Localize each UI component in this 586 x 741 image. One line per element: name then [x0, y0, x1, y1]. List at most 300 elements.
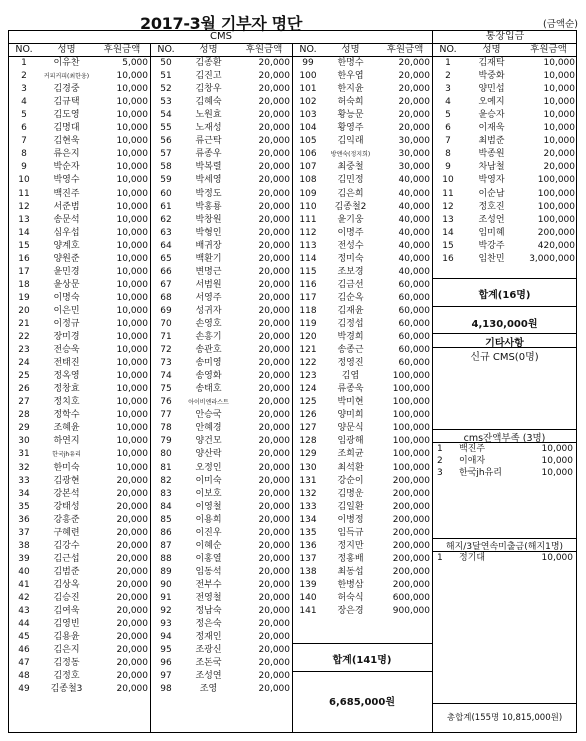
table-row	[293, 422, 432, 435]
cell-name: 조광신	[195, 645, 222, 656]
cell-amount: 100,000	[392, 423, 430, 434]
cell-no: 42	[18, 592, 30, 603]
cms-total-top	[292, 643, 432, 644]
cell-no: 89	[160, 566, 172, 577]
cell-no: 85	[160, 514, 172, 525]
cell-amount: 100,000	[537, 214, 575, 225]
cell-amount: 100,000	[537, 188, 575, 199]
table-row	[9, 683, 150, 696]
table-row	[151, 514, 292, 527]
cell-name: 조혜윤	[53, 423, 80, 434]
cell-amount: 10,000	[116, 201, 148, 212]
cms-col2-table	[151, 43, 292, 696]
cell-amount: 10,000	[543, 84, 575, 95]
cell-name: 윤상문	[53, 279, 80, 290]
cell-no: 79	[160, 436, 172, 447]
cell-name: 김현욱	[53, 136, 80, 147]
cell-amount: 200,000	[392, 527, 430, 538]
cell-amount: 20,000	[258, 632, 290, 643]
cell-amount: 20,000	[258, 671, 290, 682]
cell-amount: 200,000	[392, 475, 430, 486]
cell-amount: 10,000	[116, 410, 148, 421]
cell-name: 김은지	[53, 645, 80, 656]
table-row	[9, 253, 150, 266]
cell-amount: 40,000	[398, 188, 430, 199]
cell-name: 이진우	[195, 527, 222, 538]
cell-name: 류종욱	[337, 384, 364, 395]
bank-total-mid	[432, 306, 576, 307]
cell-amount: 20,000	[258, 592, 290, 603]
cell-no: 21	[18, 319, 30, 329]
table-row	[9, 188, 150, 201]
cell-no: 58	[160, 162, 172, 173]
cell-amount: 20,000	[116, 684, 148, 695]
table-row	[293, 305, 432, 318]
cell-name: 박경희	[337, 332, 364, 343]
table-row	[9, 161, 150, 174]
cell-no: 124	[299, 384, 317, 395]
cell-no: 9	[21, 162, 27, 173]
cell-amount: 40,000	[398, 253, 430, 264]
table-row	[293, 357, 432, 370]
cell-amount: 3,000,000	[529, 253, 575, 264]
cell-amount: 10,000	[116, 319, 148, 329]
cell-no: 51	[160, 71, 172, 82]
cell-name: 김광현	[53, 475, 80, 486]
cell-amount: 20,000	[258, 123, 290, 134]
cell-amount: 100,000	[392, 436, 430, 447]
cell-no: 68	[160, 292, 172, 303]
cell-amount: 20,000	[116, 645, 148, 656]
cell-amount: 20,000	[258, 58, 290, 69]
cell-name: 김승진	[53, 592, 80, 603]
table-row	[9, 344, 150, 357]
table-row	[9, 618, 150, 631]
cell-amount: 60,000	[398, 319, 430, 329]
table-row	[9, 370, 150, 383]
cell-amount: 20,000	[258, 397, 290, 408]
cell-name: 최석환	[337, 462, 364, 473]
cell-amount: 10,000	[116, 292, 148, 303]
cell-amount: 20,000	[258, 266, 290, 277]
cell-name: 정남숙	[195, 606, 222, 617]
cell-name: 허숙희	[337, 97, 364, 108]
cell-name: 정호진	[478, 201, 505, 212]
cell-name: 이병정	[337, 514, 364, 525]
cell-no: 117	[299, 292, 317, 303]
cell-no: 7	[21, 136, 27, 147]
cell-amount: 10,000	[116, 227, 148, 238]
table-row	[151, 475, 292, 488]
cell-name: 김경중	[53, 84, 80, 95]
table-row	[151, 135, 292, 148]
cell-amount: 10,000	[543, 71, 575, 82]
cell-no: 20	[18, 305, 30, 316]
cell-name: 배귀장	[195, 240, 222, 251]
table-row	[151, 266, 292, 279]
cell-name: 변명근	[195, 266, 222, 277]
table-row	[293, 514, 432, 527]
table-row	[151, 253, 292, 266]
table-row	[9, 83, 150, 96]
cell-no: 97	[160, 671, 172, 682]
cell-no: 64	[160, 240, 172, 251]
cell-no: 115	[299, 266, 317, 277]
cell-no: 83	[160, 488, 172, 499]
cell-amount: 20,000	[258, 84, 290, 95]
cell-no: 9	[445, 162, 451, 173]
cell-amount: 10,000	[116, 305, 148, 316]
cell-amount: 10,000	[543, 97, 575, 108]
unpaid-title: 해지/3달연속미출금(해지1명)	[445, 542, 564, 552]
cell-no: 27	[18, 397, 30, 408]
table-row	[293, 214, 432, 227]
cell-no: 92	[160, 606, 172, 617]
table-row	[293, 161, 432, 174]
cell-name: 한병삼	[337, 579, 364, 590]
cell-no: 10	[442, 175, 454, 186]
cell-name: 김종환	[195, 58, 222, 69]
table-row	[9, 631, 150, 644]
donor-sheet	[8, 30, 577, 733]
unpaid-list	[437, 552, 573, 564]
cell-name: 김금선	[337, 279, 364, 290]
table-row	[9, 70, 150, 83]
table-row	[9, 201, 150, 214]
cell-name: 김창우	[195, 84, 222, 95]
table-row	[151, 383, 292, 396]
cell-name: 양산락	[195, 449, 222, 460]
cell-amount: 10,000	[116, 371, 148, 382]
table-row	[151, 148, 292, 161]
cell-no: 16	[18, 253, 30, 264]
cell-amount: 60,000	[398, 358, 430, 369]
cell-amount: 60,000	[398, 292, 430, 303]
cell-name: 이순남	[478, 188, 505, 199]
table-row	[9, 279, 150, 292]
table-row	[151, 292, 292, 305]
cell-amount: 20,000	[258, 188, 290, 199]
grand-total: 총합계(155명 10,815,000원)	[446, 713, 563, 723]
cell-no: 76	[160, 397, 172, 408]
table-row	[9, 448, 150, 461]
table-row	[293, 488, 432, 501]
cell-amount: 20,000	[258, 488, 290, 499]
cell-name: 오정인	[195, 462, 222, 473]
cell-amount: 20,000	[116, 592, 148, 603]
cell-no: 112	[299, 227, 317, 238]
table-row	[293, 70, 432, 83]
cell-amount: 20,000	[258, 579, 290, 590]
table-row	[293, 109, 432, 122]
cell-amount: 20,000	[258, 684, 290, 695]
header-nm: 성명	[463, 43, 520, 57]
header-nm: 성명	[181, 43, 236, 57]
cell-no: 11	[18, 188, 30, 199]
table-row	[293, 475, 432, 488]
cell-no: 140	[299, 592, 317, 603]
cell-name: 김도영	[53, 110, 80, 121]
cell-name: 박복렬	[195, 162, 222, 173]
cell-name: 노원효	[195, 110, 222, 121]
table-row	[151, 122, 292, 135]
cell-no: 137	[299, 553, 317, 564]
header-amt: 후원금액	[378, 43, 432, 57]
cell-name: 김은희	[337, 188, 364, 199]
cell-no: 106	[299, 149, 317, 160]
table-row	[151, 488, 292, 501]
cell-name: 박중화	[478, 71, 505, 82]
cell-no: 38	[18, 540, 30, 551]
cell-no: 94	[160, 632, 172, 643]
cell-amount: 20,000	[258, 162, 290, 173]
table-row	[433, 227, 577, 240]
item-no: 1	[437, 444, 443, 454]
bank-table	[433, 43, 577, 266]
cell-name: 정홍배	[337, 553, 364, 564]
cell-name: 김익래	[337, 136, 364, 147]
cell-amount: 20,000	[258, 71, 290, 82]
cell-name: 전영철	[195, 592, 222, 603]
cell-amount: 20,000	[258, 136, 290, 147]
cell-name: 김규택	[53, 97, 80, 108]
cell-no: 127	[299, 423, 317, 434]
table-row	[151, 240, 292, 253]
cell-amount: 200,000	[392, 514, 430, 525]
cell-amount: 200,000	[392, 501, 430, 512]
item-name: 백진주	[459, 444, 486, 454]
table-row	[151, 370, 292, 383]
cell-no: 114	[299, 253, 317, 264]
table-row	[293, 174, 432, 187]
table-row	[151, 670, 292, 683]
cell-name: 이재욱	[478, 123, 505, 134]
cell-name: 김명운	[337, 488, 364, 499]
cell-amount: 30,000	[398, 149, 430, 160]
cell-amount: 20,000	[258, 566, 290, 577]
table-row	[293, 292, 432, 305]
table-row	[151, 174, 292, 187]
table-row	[293, 462, 432, 475]
table-row	[9, 266, 150, 279]
cell-amount: 200,000	[392, 566, 430, 577]
cell-amount: 5,000	[122, 58, 148, 69]
item-name: 이애자	[459, 456, 486, 466]
cell-no: 125	[299, 397, 317, 408]
cell-name: 임득규	[337, 527, 364, 538]
table-row	[293, 501, 432, 514]
table-row	[293, 592, 432, 605]
cell-no: 31	[18, 449, 30, 460]
table-row	[9, 553, 150, 566]
cell-name: 임미혜	[478, 227, 505, 238]
cell-name: 노재성	[195, 123, 222, 134]
cell-amount: 20,000	[116, 488, 148, 499]
cell-name: 송관호	[195, 345, 222, 356]
cell-amount: 200,000	[392, 488, 430, 499]
cell-name: 조보경	[337, 266, 364, 277]
header-no: NO.	[9, 43, 39, 57]
cell-amount: 10,000	[116, 345, 148, 356]
table-row	[151, 618, 292, 631]
cell-no: 1	[445, 58, 451, 69]
cell-no: 105	[299, 136, 317, 147]
table-row	[9, 644, 150, 657]
header-no: NO.	[293, 43, 323, 57]
table-row	[151, 553, 292, 566]
cell-no: 107	[299, 162, 317, 173]
cell-no: 87	[160, 540, 172, 551]
cell-no: 96	[160, 658, 172, 669]
list-item	[437, 455, 573, 467]
cell-name: 방앤숙(정지희)	[330, 151, 371, 159]
cell-name: 오예지	[478, 97, 505, 108]
table-row	[151, 214, 292, 227]
cell-name: 김여욱	[53, 606, 80, 617]
table-row	[293, 188, 432, 201]
cell-no: 24	[18, 358, 30, 369]
cell-name: 한우엽	[337, 71, 364, 82]
cell-no: 128	[299, 436, 317, 447]
cell-amount: 20,000	[398, 123, 430, 134]
table-row	[433, 135, 577, 148]
cell-name: 황능문	[337, 110, 364, 121]
header-amt: 후원금액	[520, 43, 577, 57]
cms-total-label: 합계(141명)	[332, 655, 392, 666]
cell-amount: 20,000	[258, 240, 290, 251]
table-row	[293, 83, 432, 96]
cell-name: 김근섭	[53, 553, 80, 564]
table-row	[9, 292, 150, 305]
table-row	[151, 279, 292, 292]
cell-name: 백진주	[53, 188, 80, 199]
cell-name: 차남철	[478, 162, 505, 173]
table-row	[293, 527, 432, 540]
table-row	[151, 409, 292, 422]
table-row	[151, 396, 292, 409]
cell-amount: 10,000	[116, 162, 148, 173]
cell-no: 12	[442, 201, 454, 212]
cell-name: 박미현	[337, 397, 364, 408]
cell-name: 박강주	[478, 240, 505, 251]
cell-amount: 10,000	[116, 84, 148, 95]
cell-no: 23	[18, 345, 30, 356]
table-row	[293, 448, 432, 461]
cell-no: 26	[18, 384, 30, 395]
cell-amount: 40,000	[398, 214, 430, 225]
cell-name: 윤승자	[478, 110, 505, 121]
cell-no: 4	[21, 97, 27, 108]
cell-amount: 20,000	[258, 410, 290, 421]
cell-no: 28	[18, 410, 30, 421]
item-name: 한국jh유리	[459, 468, 502, 478]
cell-no: 54	[160, 110, 172, 121]
cell-amount: 10,000	[116, 253, 148, 264]
cell-no: 22	[18, 332, 30, 343]
cell-amount: 100,000	[392, 449, 430, 460]
cell-no: 59	[160, 175, 172, 186]
cell-no: 47	[18, 658, 30, 669]
cell-amount: 20,000	[258, 253, 290, 264]
bank-total-top	[432, 278, 576, 279]
cell-amount: 10,000	[116, 214, 148, 225]
cell-amount: 40,000	[398, 201, 430, 212]
cell-no: 141	[299, 606, 317, 617]
table-row	[9, 227, 150, 240]
cell-amount: 20,000	[398, 110, 430, 121]
cell-no: 25	[18, 371, 30, 382]
cell-name: 박형인	[195, 227, 222, 238]
table-row	[9, 422, 150, 435]
cell-no: 130	[299, 462, 317, 473]
cell-amount: 20,000	[116, 606, 148, 617]
table-row	[293, 540, 432, 553]
cell-amount: 10,000	[116, 436, 148, 447]
cell-name: 김정섭	[337, 319, 364, 329]
cell-name: 송태호	[195, 384, 222, 395]
cell-no: 41	[18, 579, 30, 590]
cell-no: 67	[160, 279, 172, 290]
cell-amount: 10,000	[543, 136, 575, 147]
cell-amount: 200,000	[392, 579, 430, 590]
cell-no: 123	[299, 371, 317, 382]
cell-no: 133	[299, 501, 317, 512]
cell-no: 126	[299, 410, 317, 421]
cell-no: 65	[160, 253, 172, 264]
cell-name: 전승욱	[53, 345, 80, 356]
header-nm: 성명	[39, 43, 94, 57]
cell-name: 성귀자	[195, 305, 222, 316]
cell-amount: 200,000	[392, 553, 430, 564]
cell-no: 2	[21, 71, 27, 82]
cell-amount: 40,000	[398, 240, 430, 251]
table-row	[151, 644, 292, 657]
cell-amount: 10,000	[116, 423, 148, 434]
cell-name: 서영주	[195, 292, 222, 303]
cell-name: 김상옥	[53, 579, 80, 590]
table-row	[9, 214, 150, 227]
cell-no: 49	[18, 684, 30, 695]
cell-no: 6	[445, 123, 451, 134]
cell-no: 82	[160, 475, 172, 486]
cell-no: 1	[21, 58, 27, 69]
cell-name: 정창효	[53, 384, 80, 395]
cell-no: 13	[18, 214, 30, 225]
cell-name: 한명수	[337, 58, 364, 69]
page-title: 2017-3월 기부자 명단	[140, 14, 302, 33]
cell-amount: 10,000	[116, 384, 148, 395]
cell-no: 135	[299, 527, 317, 538]
cell-name: 손영호	[195, 319, 222, 329]
item-no: 1	[437, 553, 443, 563]
cell-amount: 20,000	[258, 305, 290, 316]
table-row	[433, 122, 577, 135]
cell-amount: 10,000	[543, 123, 575, 134]
cell-amount: 20,000	[258, 514, 290, 525]
cell-name: 류은지	[53, 149, 80, 160]
table-row	[293, 318, 432, 331]
cell-no: 14	[442, 227, 454, 238]
header-nm: 성명	[323, 43, 378, 57]
cell-no: 138	[299, 566, 317, 577]
cell-name: 김혜숙	[195, 97, 222, 108]
cell-amount: 20,000	[258, 345, 290, 356]
cell-name: 이보호	[195, 488, 222, 499]
cell-name: 서범원	[195, 279, 222, 290]
cell-name: 김종철2	[334, 201, 367, 212]
cell-no: 80	[160, 449, 172, 460]
cell-no: 69	[160, 305, 172, 316]
